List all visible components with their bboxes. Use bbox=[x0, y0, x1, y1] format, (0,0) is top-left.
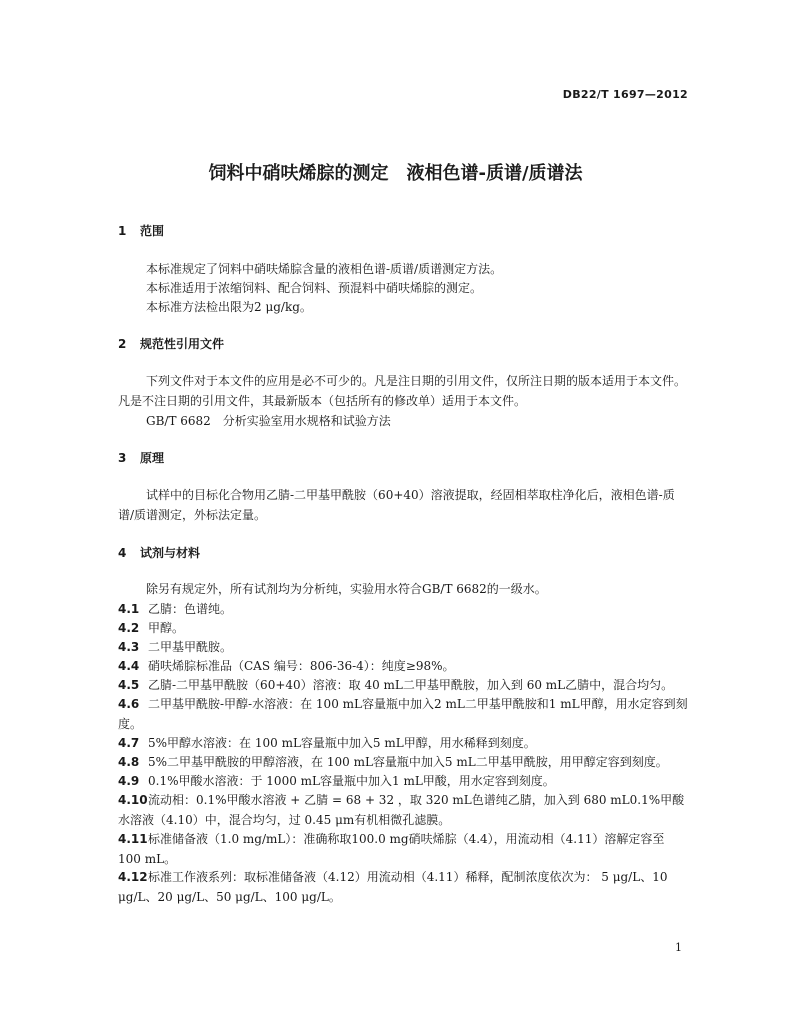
item-text: 乙腈-二甲基甲酰胺（60+40）溶液：取 40 mL二甲基甲酰胺，加入到 60 mL乙腈中，混合均匀。 bbox=[148, 678, 674, 692]
item-text: 标准工作液系列：取标准储备液（4.12）用流动相（4.11）稀释，配制浓度依次为： 5 μg/L、10 μg/L、20 μg/L、50 μg/L、100 μg/L。 bbox=[118, 870, 668, 904]
list-item bbox=[118, 656, 688, 676]
list-item bbox=[118, 867, 688, 907]
list-item bbox=[118, 675, 688, 695]
paragraph-line: 本标准方法检出限为2 μg/kg。 bbox=[146, 300, 312, 314]
list-item bbox=[118, 752, 688, 772]
item-number: 4.10 bbox=[118, 793, 148, 807]
section-title: 试剂与材料 bbox=[140, 546, 201, 560]
item-number: 4.5 bbox=[118, 678, 140, 692]
list-item bbox=[118, 829, 688, 869]
item-text: 甲醇。 bbox=[148, 621, 185, 635]
paragraph-line: 本标准适用于浓缩饲料、配合饲料、预混料中硝呋烯腙的测定。 bbox=[146, 281, 483, 295]
item-number: 4.11 bbox=[118, 832, 148, 846]
item-text: 硝呋烯腙标准品（CAS 编号：806-36-4）：纯度≥98%。 bbox=[148, 659, 455, 673]
section-number: 2 bbox=[118, 337, 127, 351]
item-number: 4.9 bbox=[118, 774, 140, 788]
item-text: 流动相：0.1%甲酸水溶液 + 乙腈 = 68 + 32 ，取 320 mL色谱纯乙腈，加入到 680 mL0.1%甲酸水溶液（4.10）中，混合均匀，过 0.45 μm有机相微孔滤膜。 bbox=[118, 793, 685, 827]
item-text: 二甲基甲酰胺-甲醇-水溶液：在 100 mL容量瓶中加入2 mL二甲基甲酰胺和1 mL甲醇，用水定容到刻度。 bbox=[118, 697, 688, 731]
item-number: 4.7 bbox=[118, 736, 140, 750]
list-item bbox=[118, 599, 688, 619]
section-number: 4 bbox=[118, 546, 127, 560]
item-number: 4.1 bbox=[118, 602, 140, 616]
list-item bbox=[118, 637, 688, 657]
page-number: 1 bbox=[675, 941, 682, 954]
item-text: 二甲基甲酰胺。 bbox=[148, 640, 233, 654]
item-number: 4.8 bbox=[118, 755, 140, 769]
item-number: 4.3 bbox=[118, 640, 140, 654]
item-number: 4.4 bbox=[118, 659, 140, 673]
list-item bbox=[118, 618, 688, 638]
paragraph-line: 本标准规定了饲料中硝呋烯腙含量的液相色谱-质谱/质谱测定方法。 bbox=[146, 262, 503, 276]
item-text: 5%甲醇水溶液：在 100 mL容量瓶中加入5 mL甲醇，用水稀释到刻度。 bbox=[148, 736, 536, 750]
paragraph: 试样中的目标化合物用乙腈-二甲基甲酰胺（60+40）溶液提取，经固相萃取柱净化后，液相色谱-质谱/质谱测定，外标法定量。 bbox=[118, 488, 675, 522]
item-text: 标准储备液（1.0 mg/mL）：准确称取100.0 mg硝呋烯腙（4.4），用流动相（4.11）溶解定容至 100 mL。 bbox=[118, 832, 665, 866]
item-number: 4.12 bbox=[118, 870, 148, 884]
section-heading-scope bbox=[118, 222, 164, 239]
section-heading-normative-refs bbox=[118, 335, 224, 352]
paragraph: 下列文件对于本文件的应用是必不可少的。凡是注日期的引用文件，仅所注日期的版本适用于本文件。凡是不注日期的引用文件，其最新版本（包括所有的修改单）适用于本文件。 bbox=[118, 374, 687, 408]
item-text: 0.1%甲酸水溶液：于 1000 mL容量瓶中加入1 mL甲酸，用水定容到刻度。 bbox=[148, 774, 555, 788]
section-title: 范围 bbox=[140, 224, 165, 238]
document-title: 饲料中硝呋烯腙的测定 液相色谱-质谱/质谱法 bbox=[208, 163, 583, 184]
list-item bbox=[118, 771, 688, 791]
list-item bbox=[118, 790, 688, 830]
section-heading-principle bbox=[118, 449, 164, 466]
list-item bbox=[118, 733, 688, 753]
list-item bbox=[118, 694, 688, 734]
section-title: 规范性引用文件 bbox=[140, 337, 225, 351]
section-heading-reagents bbox=[118, 544, 200, 561]
reference-item: GB/T 6682 分析实验室用水规格和试验方法 bbox=[146, 414, 391, 428]
item-text: 5%二甲基甲酰胺的甲醇溶液，在 100 mL容量瓶中加入5 mL二甲基甲酰胺，用甲醇定容到刻度。 bbox=[148, 755, 668, 769]
standard-number: DB22/T 1697—2012 bbox=[562, 88, 688, 101]
item-text: 乙腈：色谱纯。 bbox=[148, 602, 233, 616]
section-number: 3 bbox=[118, 451, 127, 465]
item-number: 4.6 bbox=[118, 697, 140, 711]
section-title: 原理 bbox=[140, 451, 165, 465]
section-number: 1 bbox=[118, 224, 127, 238]
item-number: 4.2 bbox=[118, 621, 140, 635]
paragraph-line: 除另有规定外，所有试剂均为分析纯，实验用水符合GB/T 6682的一级水。 bbox=[146, 582, 547, 596]
